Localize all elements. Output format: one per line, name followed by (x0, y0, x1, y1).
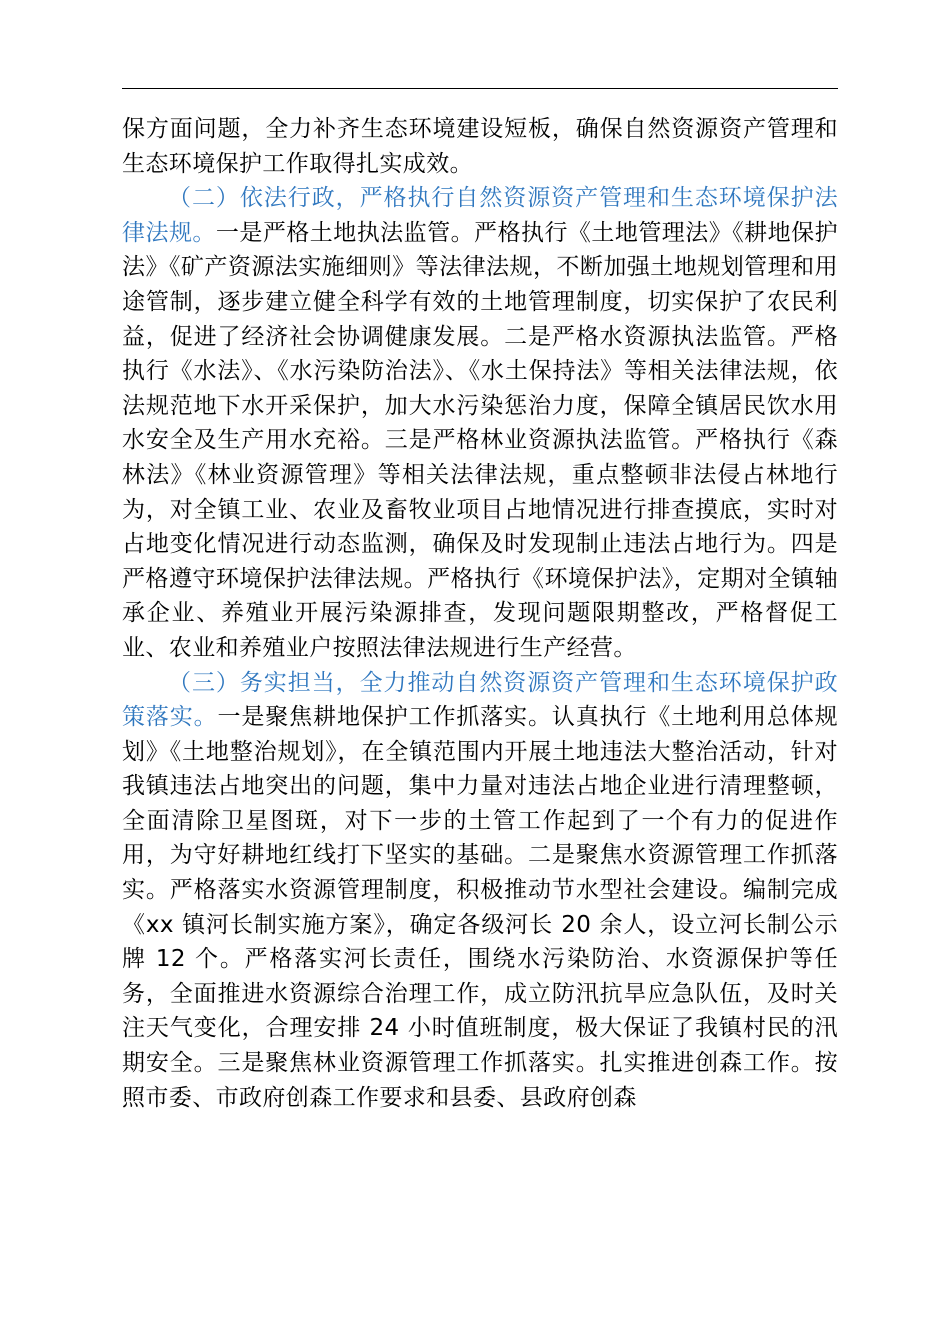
paragraph-continuation (122, 112, 838, 181)
paragraph-text: 一是聚焦耕地保护工作抓落实。认真执行《土地利用总体规划》《土地整治规划》，在全镇范围内开展土地违法大整治活动，针对我镇违法占地突出的问题，集中力量对违法占地企业进行清理整顿，全面清除卫星图斑，对下一步的土管工作起到了一个有力的促进作用，为守好耕地红线打下坚实的基础。二是聚焦水资源管理工作抓落实。严格落实水资源管理制度，积极推动节水型社会建设。编制完成《xx 镇河长制实施方案》，确定各级河长 20 余人，设立河长制公示牌 12 个。严格落实河长责任，围绕水污染防治、水资源保护等任务，全面推进水资源综合治理工作，成立防汛抗旱应急队伍，及时关注天气变化，合理安排 24 小时值班制度，极大保证了我镇村民的汛期安全。三是聚焦林业资源管理工作抓落实。扎实推进创森工作。按照市委、市政府创森工作要求和县委、县政府创森 (122, 704, 838, 1111)
paragraph-text: 一是严格土地执法监管。严格执行《土地管理法》《耕地保护法》《矿产资源法实施细则》等法律法规，不断加强土地规划管理和用途管制，逐步建立健全科学有效的土地管理制度，切实保护了农民利益，促进了经济社会协调健康发展。二是严格水资源执法监管。严格执行《水法》、《水污染防治法》、《水土保持法》等相关法律法规，依法规范地下水开采保护，加大水污染惩治力度，保障全镇居民饮水用水安全及生产用水充裕。三是严格林业资源执法监管。严格执行《森林法》《林业资源管理》等相关法律法规，重点整顿非法侵占林地行为，对全镇工业、农业及畜牧业项目占地情况进行排查摸底，实时对占地变化情况进行动态监测，确保及时发现制止违法占地行为。四是严格遵守环境保护法律法规。严格执行《环境保护法》，定期对全镇轴承企业、养殖业开展污染源排查，发现问题限期整改，严格督促工业、农业和养殖业户按照法律法规进行生产经营。 (122, 219, 838, 661)
section-heading: （三）务实担当，全力推动自然资源资产管理和生态环境保护政策落实。 (122, 669, 838, 731)
paragraph-section-three (122, 666, 838, 1116)
header-rule (122, 88, 838, 89)
body-text (122, 112, 838, 1115)
paragraph-text: 保方面问题，全力补齐生态环境建设短板，确保自然资源资产管理和生态环境保护工作取得扎实成效。 (122, 116, 838, 177)
section-heading: （二）依法行政，严格执行自然资源资产管理和生态环境保护法律法规。 (122, 185, 838, 246)
paragraph-section-two (122, 181, 838, 665)
